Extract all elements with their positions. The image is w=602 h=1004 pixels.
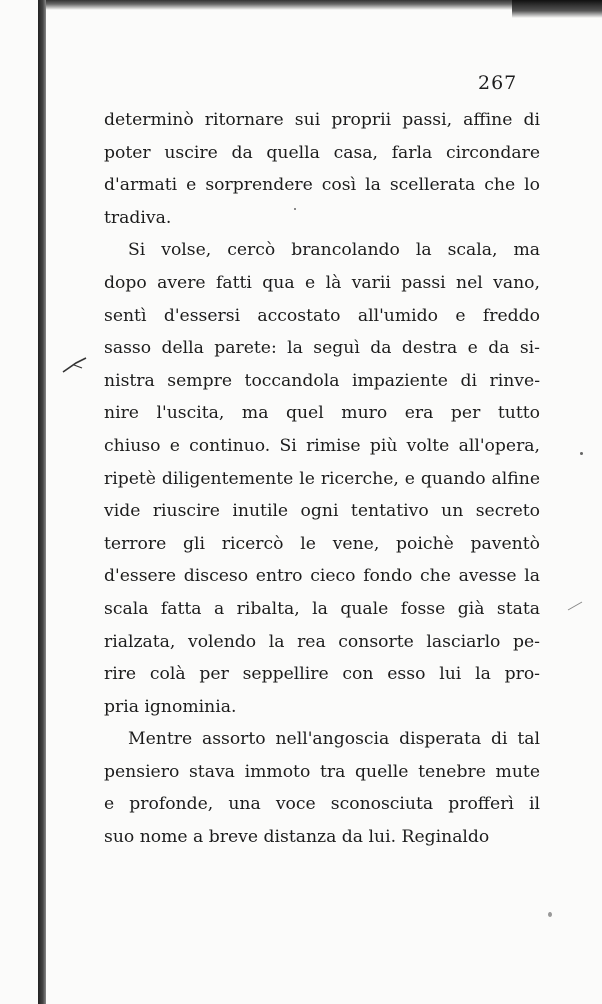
text-line: vide riuscire inutile ogni tentativo un secreto bbox=[104, 501, 540, 522]
text-line: rire colà per seppellire con esso lui la pro- bbox=[104, 664, 540, 685]
text-line: sentì d'essersi accostato all'umido e freddo bbox=[104, 305, 540, 326]
margin-pencil-mark bbox=[62, 356, 88, 374]
text-line: Si volse, cercò brancolando la scala, ma bbox=[128, 240, 540, 261]
text-line: d'armati e sorprendere così la scellerata che lo bbox=[104, 175, 540, 196]
margin-tick-mark bbox=[566, 596, 584, 616]
text-line: sasso della parete: la seguì da destra e da si- bbox=[104, 338, 540, 359]
text-line: tradiva. bbox=[104, 207, 172, 228]
text-line: scala fatta a ribalta, la quale fosse già stata bbox=[104, 598, 540, 619]
text-line: suo nome a breve distanza da lui. Reginaldo bbox=[104, 827, 490, 848]
text-line: e profonde, una voce sconosciuta profferì il bbox=[104, 794, 540, 815]
text-line: ripetè diligentemente le ricerche, e quando alfine bbox=[104, 468, 540, 489]
text-line: determinò ritornare sui proprii passi, affine di bbox=[104, 110, 540, 130]
text-line: terrore gli ricercò le vene, poichè paventò bbox=[104, 533, 540, 554]
text-line: Mentre assorto nell'angoscia disperata di tal bbox=[128, 729, 540, 750]
text-line: nire l'uscita, ma quel muro era per tutto bbox=[104, 403, 540, 424]
book-binding-edge bbox=[38, 0, 46, 1004]
page-number: 267 bbox=[478, 72, 518, 94]
text-line: pria ignominia. bbox=[104, 696, 237, 717]
text-line: pensiero stava immoto tra quelle tenebre mute bbox=[104, 761, 540, 782]
ink-speck bbox=[548, 912, 552, 917]
text-line: nistra sempre toccandola impaziente di rinve- bbox=[104, 370, 540, 391]
ink-speck bbox=[294, 208, 296, 210]
text-line: poter uscire da quella casa, farla circondare bbox=[104, 142, 540, 163]
text-line: chiuso e continuo. Si rimise più volte all'opera, bbox=[104, 435, 540, 456]
body-text bbox=[104, 104, 540, 854]
text-line: d'essere disceso entro cieco fondo che avesse la bbox=[104, 566, 540, 587]
ink-speck bbox=[580, 452, 583, 455]
text-line: rialzata, volendo la rea consorte lasciarlo pe- bbox=[104, 631, 540, 652]
text-line: dopo avere fatti qua e là varii passi nel vano, bbox=[104, 272, 540, 293]
top-right-scan-edge bbox=[512, 0, 602, 18]
